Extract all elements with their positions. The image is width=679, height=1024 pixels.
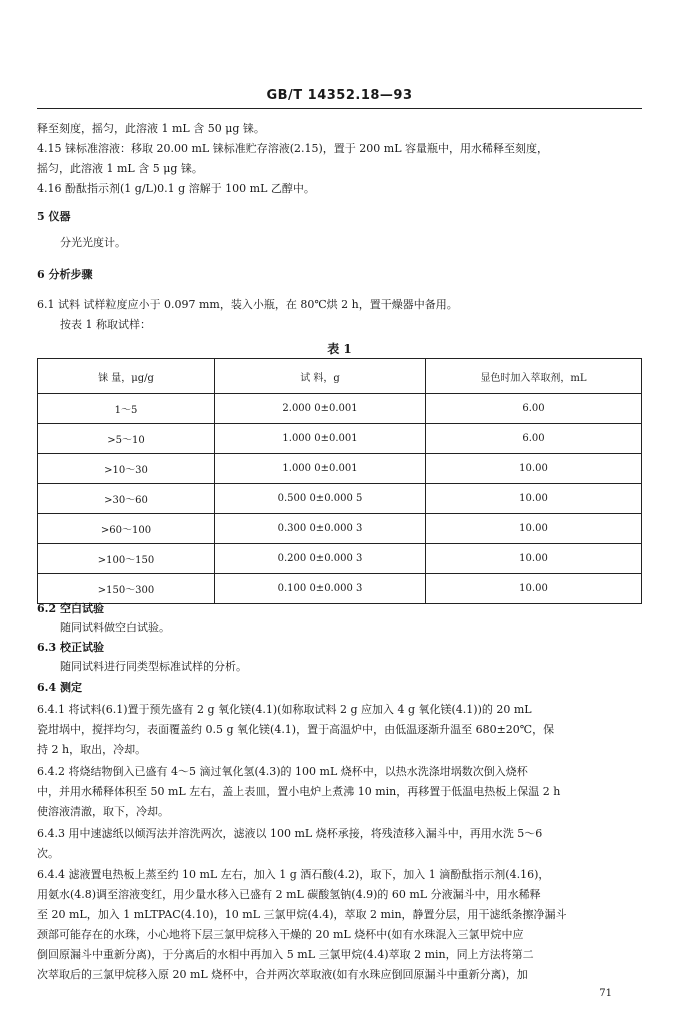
text-line: 6.4.4 滤液置电热板上蒸至约 10 mL 左右，加入 1 g 酒石酸(4.2)，取下，加入 1 滴酚酞指示剂(4.16)， [37,868,550,881]
table-cell: 10.00 [426,574,642,604]
table-cell: 6.00 [426,424,642,454]
table-cell: >30～60 [38,484,215,514]
text-line: 瓷坩埚中，搅拌均匀，表面覆盖约 0.5 g 氧化镁(4.1)，置于高温炉中，由低温逐渐升温至 680±20℃，保 [37,723,555,736]
table-cell: 0.500 0±0.000 5 [215,484,426,514]
text-line: 4.15 铼标准溶液：移取 20.00 mL 铼标准贮存溶液(2.15)，置于 200 mL 容量瓶中，用水稀释至刻度， [37,142,548,155]
text-line: 6.1 试料 试样粒度应小于 0.097 mm，装入小瓶，在 80℃烘 2 h，置干燥器中备用。 [37,298,458,311]
table-row [38,394,642,424]
section-heading: 6.2 空白试验 [37,602,104,615]
table-cell: 2.000 0±0.001 [215,394,426,424]
section-heading: 6.3 校正试验 [37,641,104,654]
table-row [38,544,642,574]
table-cell: >10～30 [38,454,215,484]
text-line: 6.4.2 将烧结物倒入已盛有 4～5 滴过氧化氢(4.3)的 100 mL 烧杯中，以热水洗涤坩埚数次倒入烧杯 [37,765,528,778]
header-cell: 显色时加入萃取剂，mL [426,359,642,394]
table-row [38,514,642,544]
table-row [38,484,642,514]
header-cell: 试 料，g [215,359,426,394]
table-cell: 10.00 [426,454,642,484]
table-cell: 1.000 0±0.001 [215,424,426,454]
text-line: 用氨水(4.8)调至溶液变红，用少量水移入已盛有 2 mL 碳酸氢钠(4.9)的 60 mL 分液漏斗中，用水稀释 [37,888,541,901]
table-cell: 1.000 0±0.001 [215,454,426,484]
text-line: 按表 1 称取试样： [60,318,151,331]
table-row [38,454,642,484]
section-heading: 6 分析步骤 [37,268,93,281]
text-line: 6.4.1 将试料(6.1)置于预先盛有 2 g 氧化镁(4.1)(如称取试料 2 g 应加入 4 g 氧化镁(4.1))的 20 mL [37,703,532,716]
table-cell: 0.200 0±0.000 3 [215,544,426,574]
text-line: 颈部可能存在的水珠，小心地将下层三氯甲烷移入干燥的 20 mL 烧杯中(如有水珠混入三氯甲烷中应 [37,928,524,941]
table-cell: 1～5 [38,394,215,424]
header-rule [37,108,642,109]
text-line: 使溶液清澈，取下，冷却。 [37,805,169,818]
sample-weight-table [37,358,642,604]
text-line: 倒回原漏斗中重新分离)，于分离后的水相中再加入 5 mL 三氯甲烷(4.4)萃取 2 min，同上方法将第二 [37,948,534,961]
table-cell: 6.00 [426,394,642,424]
table-row [38,574,642,604]
text-line: 分光光度计。 [60,236,126,249]
text-line: 随同试料进行同类型标准试样的分析。 [60,660,247,673]
text-line: 次。 [37,847,59,860]
text-line: 4.16 酚酞指示剂(1 g/L)0.1 g 溶解于 100 mL 乙醇中。 [37,182,315,195]
table-cell: 10.00 [426,484,642,514]
table-cell: >150～300 [38,574,215,604]
standard-number-header: GB/T 14352.18—93 [266,88,413,103]
text-line: 至 20 mL，加入 1 mLTPAC(4.10)，10 mL 三氯甲烷(4.4)，萃取 2 min，静置分层，用干滤纸条擦净漏斗 [37,908,567,921]
table-row [38,424,642,454]
table-cell: 0.300 0±0.000 3 [215,514,426,544]
table-cell: >100～150 [38,544,215,574]
table-cell: >60～100 [38,514,215,544]
text-line: 随同试料做空白试验。 [60,621,170,634]
table-cell: 10.00 [426,514,642,544]
text-line: 持 2 h，取出，冷却。 [37,743,147,756]
text-line: 释至刻度，摇匀，此溶液 1 mL 含 50 μg 铼。 [37,122,265,135]
header-cell: 铼 量，μg/g [38,359,215,394]
table-cell: 10.00 [426,544,642,574]
table-header-row [38,359,642,394]
text-line: 6.4.3 用中速滤纸以倾泻法并溶洗两次，滤液以 100 mL 烧杯承接，将残渣移入漏斗中，再用水洗 5～6 [37,827,543,840]
table-cell: 0.100 0±0.000 3 [215,574,426,604]
table-caption: 表 1 [327,342,352,356]
section-heading: 5 仪器 [37,210,71,223]
text-line: 摇匀，此溶液 1 mL 含 5 μg 铼。 [37,162,203,175]
page-number: 71 [599,988,612,999]
section-heading: 6.4 测定 [37,681,82,694]
text-line: 中，并用水稀释体积至 50 mL 左右，盖上表皿，置小电炉上煮沸 10 min，再移置于低温电热板上保温 2 h [37,785,561,798]
text-line: 次萃取后的三氯甲烷移入原 20 mL 烧杯中，合并两次萃取液(如有水珠应倒回原漏斗中重新分离)，加 [37,968,528,981]
table-cell: >5～10 [38,424,215,454]
